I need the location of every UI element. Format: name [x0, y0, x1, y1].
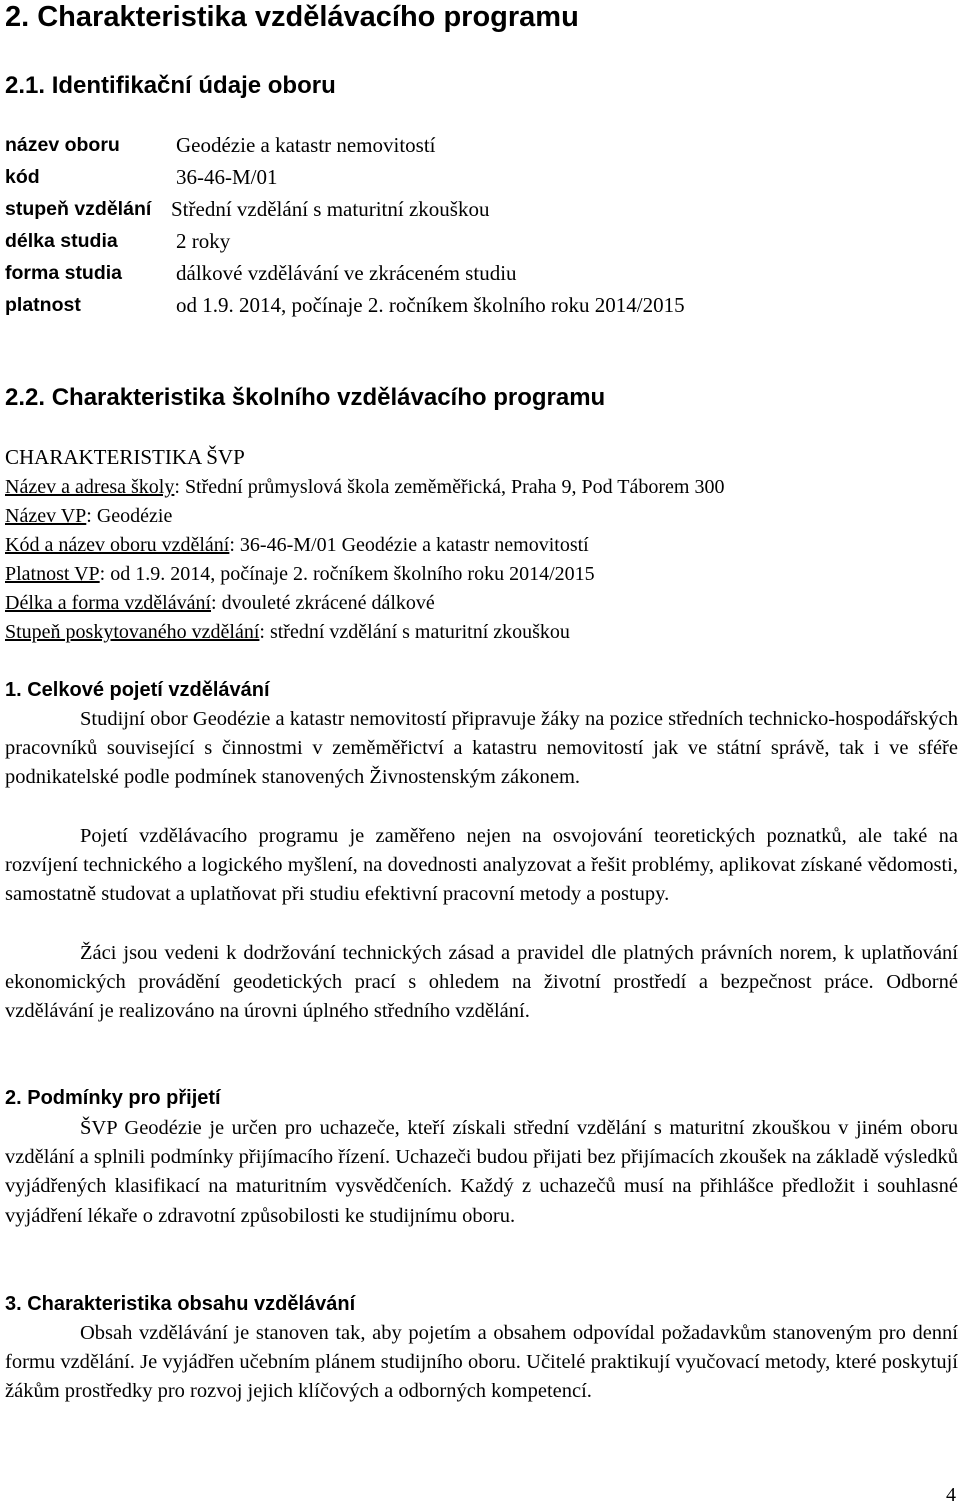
- page-number: 4: [946, 1484, 956, 1506]
- id-value: 36-46-M/01: [176, 165, 278, 189]
- svp-field-label: Délka a forma vzdělávání: [5, 592, 212, 614]
- chapter-heading: 2. Charakteristika vzdělávacího programu: [5, 1, 579, 33]
- svp-field-label: Stupeň poskytovaného vzdělání: [5, 621, 260, 643]
- svp-field: Název VP: Geodézie: [5, 505, 173, 527]
- svp-field-value: 36-46-M/01 Geodézie a katastr nemovitostí: [239, 534, 589, 556]
- svp-field-value: dvouleté zkrácené dálkové: [221, 592, 435, 614]
- svp-field-label: Platnost VP: [5, 563, 100, 585]
- paragraph: Obsah vzdělávání je stanoven tak, aby pojetím a obsahem odpovídal požadavkům stanoveným pro denní formu vzdělání. Je vyjádřen učebním plánem studijního oboru. Učitelé praktikují vyučovací metody, které poskytují žákům prostředky pro rozvoj jejich klíčových a odborných kompetencí.: [5, 1322, 958, 1403]
- svp-field-value: Střední průmyslová škola zeměměřická, Praha 9, Pod Táborem 300: [184, 476, 725, 498]
- section-heading: 1. Celkové pojetí vzdělávání: [5, 679, 270, 701]
- id-value: dálkové vzdělávání ve zkráceném studiu: [176, 261, 517, 285]
- svp-field-value: Geodézie: [96, 505, 173, 527]
- id-label: název oboru: [5, 134, 120, 156]
- paragraph: Pojetí vzdělávacího programu je zaměřeno nejen na osvojování teoretických poznatků, ale také na rozvíjení technického a logického myšlení, na dovednosti analyzovat a řešit problémy, aplikovat získané vědomosti, samostatně studovat a uplatňovat při studiu efektivní pracovní metody a postupy.: [5, 825, 958, 906]
- section-heading: 3. Charakteristika obsahu vzdělávání: [5, 1293, 356, 1315]
- id-label: kód: [5, 166, 40, 188]
- id-label: platnost: [5, 294, 81, 316]
- svp-field-value: od 1.9. 2014, počínaje 2. ročníkem školního roku 2014/2015: [110, 563, 595, 585]
- id-label: délka studia: [5, 230, 118, 252]
- svp-field: Stupeň poskytovaného vzdělání: střední vzdělání s maturitní zkouškou: [5, 621, 570, 643]
- svp-field: Platnost VP: od 1.9. 2014, počínaje 2. ročníkem školního roku 2014/2015: [5, 563, 595, 585]
- id-value: Střední vzdělání s maturitní zkouškou: [171, 197, 490, 221]
- id-value: od 1.9. 2014, počínaje 2. ročníkem školního roku 2014/2015: [176, 293, 685, 317]
- svp-field-label: Kód a název oboru vzdělání: [5, 534, 230, 556]
- identification-heading: 2.1. Identifikační údaje oboru: [5, 72, 336, 99]
- svp-field: Název a adresa školy: Střední průmyslová škola zeměměřická, Praha 9, Pod Táborem 300: [5, 476, 725, 498]
- svp-field-value: střední vzdělání s maturitní zkouškou: [269, 621, 570, 643]
- paragraph: ŠVP Geodézie je určen pro uchazeče, kteří získali střední vzdělání s maturitní zkouškou v jiném oboru vzdělání a splnili podmínky přijímacího řízení. Uchazeči budou přijati bez přijímacích zkoušek na základě výsledků vyjádřených klasifikací na maturitním vysvědčeních. Každý z uchazečů musí na přihlášce předložit i souhlasné vyjádření lékaře o zdravotní způsobilosti ke studijnímu oboru.: [5, 1117, 958, 1227]
- section-heading: 2. Podmínky pro přijetí: [5, 1087, 221, 1109]
- svp-field-label: Název VP: [5, 505, 87, 527]
- id-value: 2 roky: [176, 229, 231, 253]
- svp-title: CHARAKTERISTIKA ŠVP: [5, 445, 245, 469]
- id-label: forma studia: [5, 262, 123, 284]
- svp-field-label: Název a adresa školy: [5, 476, 175, 498]
- svp-field: Délka a forma vzdělávání: dvouleté zkrácené dálkové: [5, 592, 435, 614]
- characteristics-heading: 2.2. Charakteristika školního vzdělávacího programu: [5, 384, 606, 411]
- svp-field: Kód a název oboru vzdělání: 36-46-M/01 Geodézie a katastr nemovitostí: [5, 534, 589, 556]
- id-value: Geodézie a katastr nemovitostí: [176, 133, 436, 157]
- id-label: stupeň vzdělání: [5, 198, 152, 220]
- paragraph: Žáci jsou vedeni k dodržování technických zásad a pravidel dle platných právních norem, k uplatňování ekonomických provádění geodetických prací s ohledem na životní prostředí a bezpečnost práce. Odborné vzdělávání je realizováno na úrovni úplného středního vzdělání.: [5, 942, 958, 1023]
- paragraph: Studijní obor Geodézie a katastr nemovitostí připravuje žáky na pozice středních technicko-hospodářských pracovníků související s činnostmi v zeměměřictví a katastru nemovitostí jak ve státní správě, tak i ve sféře podnikatelské podle podmínek stanovených Živnostenským zákonem.: [5, 708, 958, 789]
